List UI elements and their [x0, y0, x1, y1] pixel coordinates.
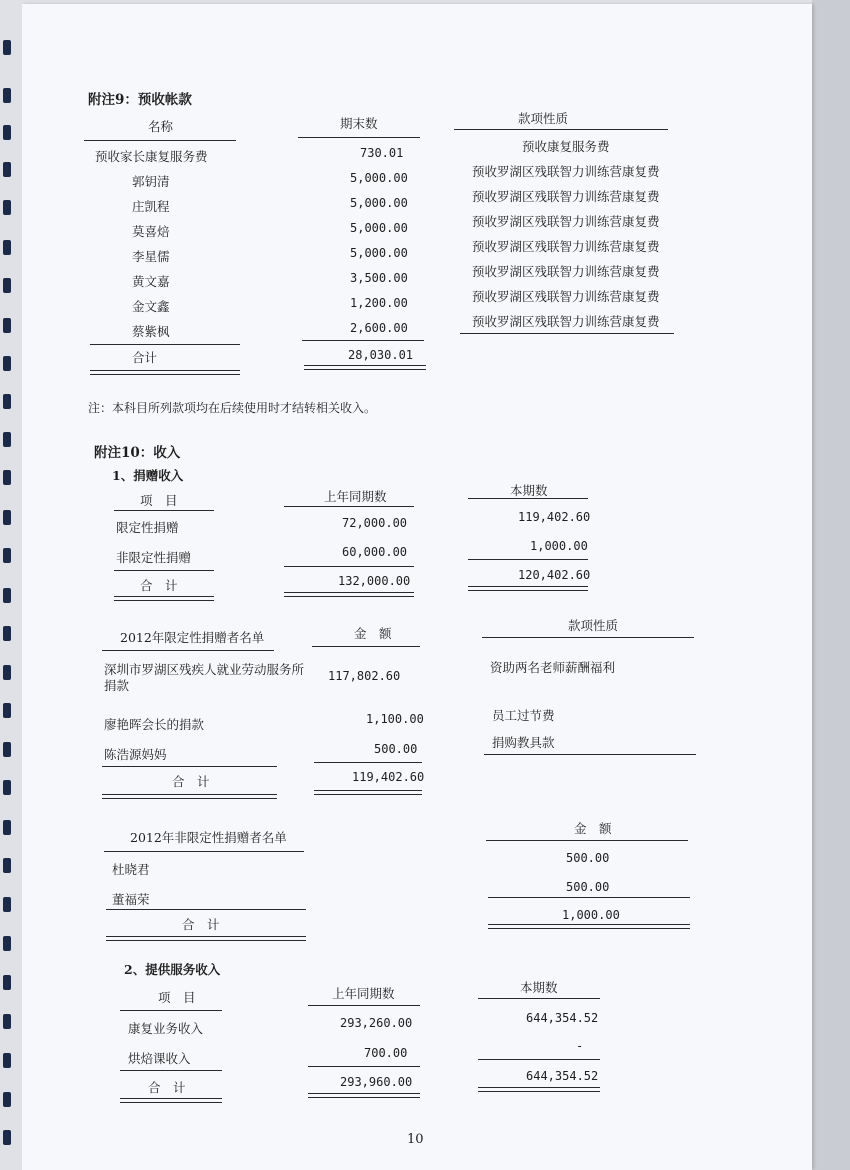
table-cell: 3,500.00 [350, 271, 408, 285]
page-number: 10 [407, 1132, 424, 1147]
table-cell: 1,000.00 [530, 539, 588, 553]
restricted-col-amount: 金 额 [354, 626, 392, 641]
table-cell: 蔡紫枫 [132, 324, 170, 339]
table-cell: 预收罗湖区残联智力训练营康复费 [472, 214, 660, 229]
table-cell: 5,000.00 [350, 221, 408, 235]
table-cell: 康复业务收入 [128, 1021, 204, 1036]
table-cell: 60,000.00 [342, 545, 408, 559]
binding-ring [3, 897, 11, 912]
rule [484, 754, 696, 755]
rule [312, 646, 420, 647]
table-cell: 员工过节费 [492, 708, 555, 723]
unrestricted-col-amount: 金 额 [574, 821, 612, 836]
rule [308, 1066, 420, 1067]
restricted-col-nature: 款项性质 [568, 618, 619, 633]
table-cell: 烘焙课收入 [128, 1051, 191, 1066]
binding-ring [3, 703, 11, 718]
table-cell: 预收罗湖区残联智力训练营康复费 [472, 164, 660, 179]
table-cell: 700.00 [364, 1046, 408, 1060]
double-rule [90, 370, 240, 375]
table-cell: 1,200.00 [350, 296, 408, 310]
binding-ring [3, 470, 11, 485]
binding-ring [3, 162, 11, 177]
table-cell: 金文鑫 [132, 299, 170, 314]
document-page [22, 4, 812, 1170]
rule [102, 650, 274, 651]
binding-ring [3, 665, 11, 680]
binding-ring [3, 394, 11, 409]
table-cell: 293,260.00 [340, 1016, 413, 1030]
note9-title: 附注9：预收帐款 [88, 92, 192, 108]
rule [314, 762, 422, 763]
table-cell: 117,802.60 [328, 669, 401, 683]
donation-col-prior: 上年同期数 [324, 489, 387, 504]
binding-ring [3, 858, 11, 873]
rule [468, 498, 588, 499]
service-total-prior: 293,960.00 [340, 1075, 413, 1089]
table-cell: 5,000.00 [350, 171, 408, 185]
binding-ring [3, 318, 11, 333]
binding-ring [3, 40, 11, 55]
double-rule [308, 1093, 420, 1098]
table-cell: 深圳市罗湖区残疾人就业劳动服务所捐款 [104, 662, 305, 693]
binding-ring [3, 742, 11, 757]
double-rule [468, 586, 588, 591]
service-total-label: 合 计 [148, 1080, 186, 1095]
rule [488, 897, 690, 898]
binding-ring [3, 975, 11, 990]
note9-total-label: 合计 [132, 350, 158, 365]
rule [460, 333, 674, 334]
binding-ring [3, 780, 11, 795]
table-cell: 119,402.60 [518, 510, 591, 524]
table-cell: 730.01 [360, 146, 404, 160]
table-cell: 预收罗湖区残联智力训练营康复费 [472, 289, 660, 304]
rule [84, 140, 236, 141]
table-cell: 董福荣 [112, 892, 150, 907]
table-cell: 预收康复服务费 [522, 139, 610, 154]
rule [114, 510, 214, 511]
rule [114, 570, 214, 571]
rule [486, 840, 688, 841]
double-rule [114, 596, 214, 601]
binding-ring [3, 356, 11, 371]
donation-total-label: 合 计 [140, 578, 178, 593]
rule [90, 344, 240, 345]
service-total-current: 644,354.52 [526, 1069, 599, 1083]
donation-subtitle: 1、捐赠收入 [112, 468, 184, 483]
rule [478, 998, 600, 999]
table-cell: - [576, 1039, 584, 1053]
rule [284, 566, 414, 567]
binding-ring [3, 200, 11, 215]
donation-col-current: 本期数 [510, 483, 548, 498]
table-cell: 5,000.00 [350, 246, 408, 260]
unrestricted-header: 2012年非限定性捐赠者名单 [130, 830, 287, 845]
donation-col-item: 项 目 [140, 493, 178, 508]
note9-col-nature: 款项性质 [518, 111, 569, 126]
restricted-total-label: 合 计 [172, 774, 210, 789]
rule [308, 1005, 420, 1006]
rule [102, 766, 277, 767]
table-cell: 资助两名老师薪酬福利 [490, 660, 616, 675]
note9-total-amount: 28,030.01 [348, 348, 414, 362]
table-cell: 预收罗湖区残联智力训练营康复费 [472, 264, 660, 279]
binding-ring [3, 278, 11, 293]
binding-ring [3, 125, 11, 140]
binding-ring [3, 820, 11, 835]
donation-total-current: 120,402.60 [518, 568, 591, 582]
table-cell: 1,100.00 [366, 712, 424, 726]
donation-total-prior: 132,000.00 [338, 574, 411, 588]
binding-ring [3, 1014, 11, 1029]
note10-title: 附注10：收入 [94, 445, 181, 461]
table-cell: 2,600.00 [350, 321, 408, 335]
binding-ring [3, 626, 11, 641]
double-rule [314, 790, 422, 795]
table-cell: 限定性捐赠 [116, 520, 179, 535]
binding-ring [3, 1130, 11, 1145]
rule [482, 637, 694, 638]
binding-ring [3, 588, 11, 603]
rule [106, 909, 306, 910]
rule [454, 129, 668, 130]
rule [298, 137, 420, 138]
table-cell: 李星儒 [132, 249, 170, 264]
table-cell: 杜晓君 [112, 862, 150, 877]
table-cell: 预收家长康复服务费 [95, 149, 208, 164]
binding-ring [3, 510, 11, 525]
rule [104, 851, 304, 852]
spiral-binding [0, 0, 26, 1170]
service-col-prior: 上年同期数 [332, 986, 395, 1001]
service-col-current: 本期数 [520, 980, 558, 995]
table-cell: 陈浩源妈妈 [104, 747, 167, 762]
note9-footnote: 注：本科目所列款项均在后续使用时才结转相关收入。 [88, 401, 377, 415]
double-rule [120, 1098, 222, 1103]
service-col-item: 项 目 [158, 990, 196, 1005]
double-rule [304, 365, 426, 370]
restricted-total-amount: 119,402.60 [352, 770, 425, 784]
table-cell: 72,000.00 [342, 516, 408, 530]
table-cell: 500.00 [566, 851, 610, 865]
unrestricted-total-amount: 1,000.00 [562, 908, 620, 922]
binding-ring [3, 432, 11, 447]
table-cell: 644,354.52 [526, 1011, 599, 1025]
binding-ring [3, 1053, 11, 1068]
binding-ring [3, 1092, 11, 1107]
table-cell: 预收罗湖区残联智力训练营康复费 [472, 239, 660, 254]
rule [284, 506, 414, 507]
unrestricted-total-label: 合 计 [182, 917, 220, 932]
table-cell: 预收罗湖区残联智力训练营康复费 [472, 189, 660, 204]
table-cell: 庄凯程 [132, 199, 170, 214]
double-rule [106, 936, 306, 941]
binding-ring [3, 936, 11, 951]
binding-ring [3, 548, 11, 563]
rule [120, 1070, 222, 1071]
table-cell: 非限定性捐赠 [116, 550, 192, 565]
adjacent-page-edge [812, 0, 850, 1170]
rule [120, 1010, 222, 1011]
rule [302, 340, 424, 341]
table-cell: 郭钥清 [132, 174, 170, 189]
double-rule [478, 1087, 600, 1092]
table-cell: 500.00 [374, 742, 418, 756]
table-cell: 捐购教具款 [492, 735, 555, 750]
table-cell: 廖艳晖会长的捐款 [104, 717, 205, 732]
double-rule [284, 592, 414, 597]
service-subtitle: 2、提供服务收入 [124, 962, 221, 977]
table-cell: 5,000.00 [350, 196, 408, 210]
rule [468, 559, 588, 560]
note9-col-name: 名称 [148, 119, 174, 134]
table-cell: 预收罗湖区残联智力训练营康复费 [472, 314, 660, 329]
note9-col-amount: 期末数 [340, 116, 378, 131]
binding-ring [3, 88, 11, 103]
table-cell: 黄文嘉 [132, 274, 170, 289]
table-cell: 莫喜焙 [132, 224, 170, 239]
binding-ring [3, 240, 11, 255]
restricted-header: 2012年限定性捐赠者名单 [120, 630, 265, 645]
rule [478, 1059, 600, 1060]
table-cell: 500.00 [566, 880, 610, 894]
double-rule [488, 924, 690, 929]
double-rule [102, 794, 277, 799]
